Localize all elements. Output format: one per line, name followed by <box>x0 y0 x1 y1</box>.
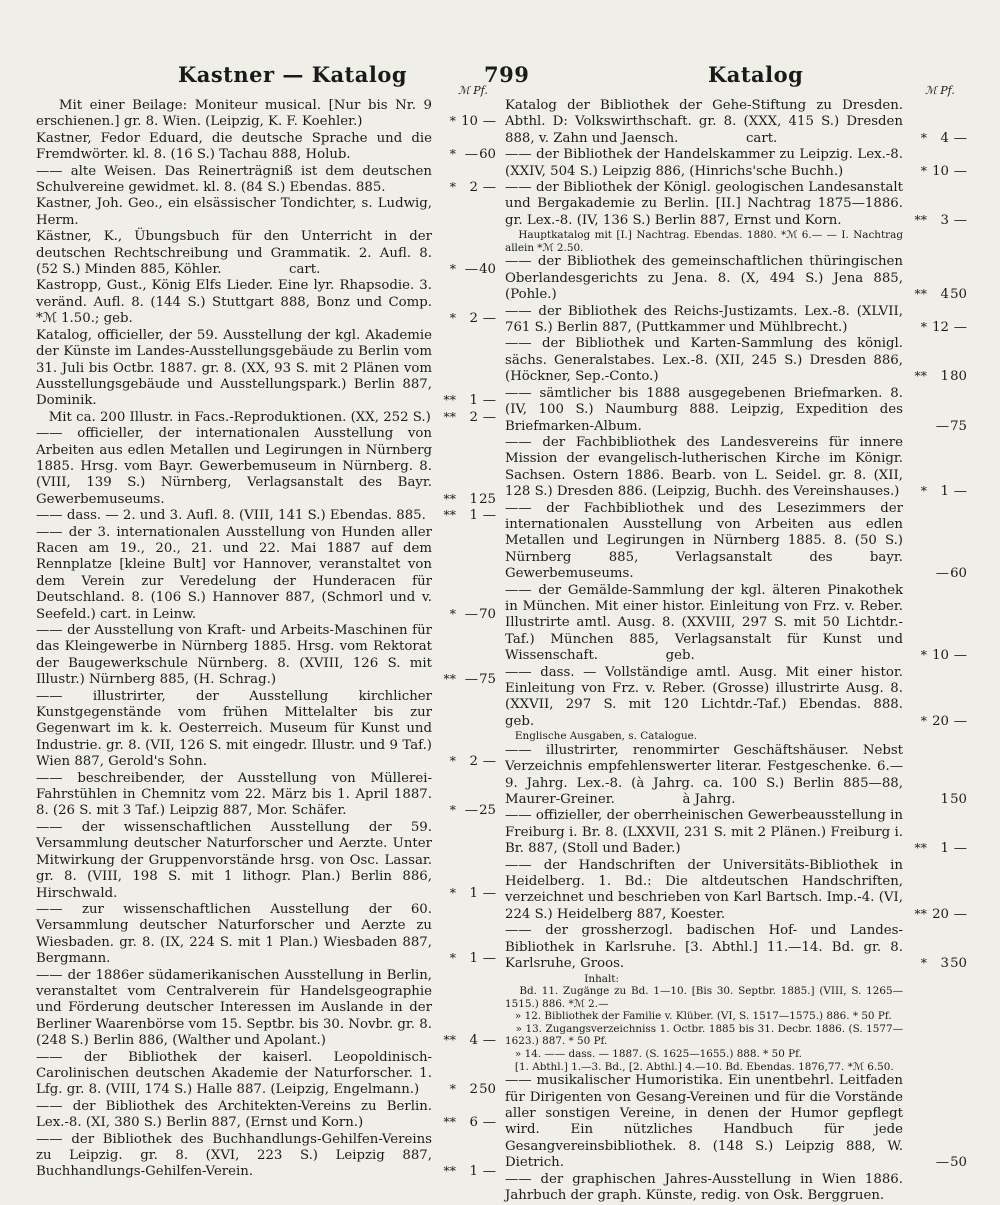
price-pfennig: — <box>953 163 967 179</box>
price-pfennig: — <box>953 906 967 922</box>
entry-price <box>434 1114 496 1131</box>
catalog-entry <box>36 410 496 426</box>
entry-text: —— dass. — 2. und 3. Aufl. 8. (VIII, 141 S.) Ebendas. 885. <box>36 508 426 524</box>
entry-text: Englische Ausgaben, s. Catalogue. <box>505 730 698 743</box>
entry-text: —— zur wissenschaftlichen Ausstellung der 60. Versammlung deutscher Naturforscher und Aerzte zu Wiesbaden. gr. 8. (IX, 224 S. mit 1 Plan.) Wiesbaden 887, Bergmann. <box>36 901 437 967</box>
entry-text: Kastropp, Gust., König Elfs Lieder. Eine lyr. Rhapsodie. 3. veränd. Aufl. 8. (144 S.) Stuttgart 888, Bonz und Comp. *ℳ 1.50.; geb. <box>36 278 517 327</box>
catalog-entry <box>505 808 967 857</box>
price-mark-value: 2 <box>469 180 478 196</box>
entry-price <box>905 566 967 582</box>
price-mark-value: 4 <box>940 287 949 303</box>
price-mark-value: 3 <box>940 956 949 972</box>
price-pfennig: 50 <box>950 956 967 972</box>
entry-price <box>905 130 967 147</box>
price-pfennig: — <box>482 1164 496 1180</box>
catalog-entry <box>36 820 496 902</box>
entry-text: Bd. 11. Zugänge zu Bd. 1—10. [Bis 30. Septbr. 1885.] (VIII, S. 1265—1515.) 886. *ℳ 2.— <box>505 985 903 1010</box>
price-mark: ** <box>914 286 927 302</box>
price-mark: ** <box>914 368 927 384</box>
catalog-entry <box>505 730 967 743</box>
catalog-entry <box>505 1172 967 1205</box>
entry-text: —— sämtlicher bis 1888 ausgegebenen Briefmarken. 8. (IV, 100 S.) Naumburg 888. Leipzig, Expedition des Briefmarken-Album. <box>505 385 908 434</box>
entry-text: Katalog, officieller, der 59. Ausstellung der kgl. Akademie der Künste im Landes-Ausstellungsgebäude zu Berlin vom 31. Juli bis Octbr. 1887. gr. 8. (XX, 93 S. mit 2 Plänen vom Ausstellungsgebäude und Ausstellungspark.) Berlin 887, Dominik. <box>36 327 437 409</box>
catalog-entry <box>36 196 496 229</box>
catalog-entry <box>505 147 967 180</box>
catalog-entry <box>505 923 967 972</box>
entry-text: Kastner, Fedor Eduard, die deutsche Sprache und die Fremdwörter. kl. 8. (16 S.) Tachau 888, Holub. <box>36 130 437 163</box>
price-pfennig: 25 <box>479 803 496 819</box>
entry-text: —— der Bibliothek der Königl. geologischen Landesanstalt und Bergakademie zu Berlin. [II.] Nachtrag 1875—1886. gr. Lex.-8. (IV, 136 S.) Berlin 887, Ernst und Korn. <box>505 180 908 228</box>
entry-price <box>905 286 967 303</box>
page-number: 799 <box>484 62 530 87</box>
entry-price <box>434 179 496 196</box>
catalog-entry <box>505 229 967 254</box>
entry-text: Mit einer Beilage: Moniteur musical. [Nur bis Nr. 9 erschienen.] gr. 8. Wien. (Leipzig, K. F. Koehler.) <box>36 98 437 130</box>
entry-price <box>905 212 967 229</box>
price-mark: ** <box>914 211 927 227</box>
price-mark-value: 3 <box>940 212 949 228</box>
price-mark-value: 20 <box>932 906 949 922</box>
price-mark: * <box>449 261 456 277</box>
price-mark-value: 2 <box>469 1082 478 1098</box>
entry-price <box>434 1163 496 1180</box>
entry-text: —— der 1886er südamerikanischen Ausstellung in Berlin, veranstaltet vom Centralverein für Handelsgeographie und Förderung deutscher Interessen im Auslande in der Berliner Waarenbörse vom 15. Septbr. bis 30. Novbr. gr. 8. (248 S.) Berlin 886, (Walther und Apolant.) <box>36 967 437 1049</box>
entry-price <box>905 419 967 435</box>
price-pfennig: 75 <box>950 418 967 434</box>
entry-text: —— der grossherzogl. badischen Hof- und Landes-Bibliothek in Karlsruhe. [3. Abthl.] 11.—14. Bd. gr. 8. Karlsruhe, Groos. <box>505 923 908 972</box>
price-mark-value: 12 <box>932 320 949 336</box>
price-mark: ** <box>443 490 456 506</box>
price-mark-value: 6 <box>469 1115 478 1131</box>
price-pfennig: 50 <box>950 792 967 808</box>
entry-text: —— der Bibliothek der Handelskammer zu Leipzig. Lex.-8. (XXIV, 504 S.) Leipzig 886, (Hinrichs'sche Buchh.) <box>505 147 908 179</box>
price-mark: ** <box>443 671 456 687</box>
catalog-entry <box>505 664 971 731</box>
price-pfennig: — <box>953 484 967 500</box>
entry-text: —— illustrirter, renommirter Geschäftshäuser. Nebst Verzeichnis empfehlenswerter literar. Festgeschenke. 6.—9. Jahrg. Lex.-8. (à Jahrg. ca. 100 S.) Berlin 885—88, Maurer-Greiner. à Jahrg. <box>505 742 908 808</box>
price-mark: * <box>449 802 456 818</box>
catalog-entry <box>505 180 967 229</box>
entry-text: —— der graphischen Jahres-Ausstellung in Wien 1886. Jahrbuch der graph. Künste, redig. von Osk. Berggruen. <box>505 1171 908 1204</box>
price-mark: ** <box>443 507 456 523</box>
entry-price <box>434 950 496 967</box>
entry-price <box>905 368 967 385</box>
entry-price <box>905 483 967 500</box>
price-mark-value: 4 <box>469 1033 478 1049</box>
price-pfennig: — <box>482 409 496 425</box>
price-mark-value: 2 <box>469 311 478 327</box>
price-pfennig: — <box>953 713 967 729</box>
price-mark: * <box>449 310 456 326</box>
catalog-entry <box>505 1061 967 1074</box>
price-pfennig: — <box>482 1033 496 1049</box>
price-mark-value: 1 <box>469 393 478 409</box>
catalog-entry <box>505 858 967 924</box>
catalog-entry <box>505 985 967 1010</box>
price-mark: * <box>449 950 456 966</box>
entry-text: —— der Bibliothek der kaiserl. Leopoldinisch-Carolinischen deutschen Akademie der Naturforscher. 1. Lfg. gr. 8. (VIII, 174 S.) Halle 887. (Leipzig, Engelmann.) <box>36 1049 437 1098</box>
price-mark-value: 1 <box>469 491 478 507</box>
entry-text: Mit ca. 200 Illustr. in Facs.-Reproduktionen. (XX, 252 S.) <box>36 409 431 425</box>
entry-price <box>434 606 496 623</box>
price-mark: ** <box>443 1163 456 1179</box>
catalog-entry <box>505 304 967 337</box>
catalog-entry <box>36 426 496 508</box>
entry-price <box>905 840 967 857</box>
right-column <box>505 98 971 1205</box>
entry-price <box>905 319 967 336</box>
currency-header-right: ℳ Pf. <box>925 84 955 97</box>
entry-text: —— der wissenschaftlichen Ausstellung der 59. Versammlung deutscher Naturforscher und Aerzte. Unter Mitwirkung der Gruppenvorstände hrsg. von Osc. Lassar. gr. 8. (VIII, 198 S. mit 1 lithogr. Plan.) Berlin 886, Hirschwald. <box>36 819 437 901</box>
price-mark: * <box>449 179 456 195</box>
entry-text: —— der Gemälde-Sammlung der kgl. älteren Pinakothek in München. Mit einer histor. Einleitung von Frz. v. Reber. Illustrirte amtl. Ausg. 8. (XXVIII, 297 S. mit 50 Lichtdr.-Taf.) München 885, Verlagsanstalt für Kunst und Wissenschaft. geb. <box>505 582 908 664</box>
entry-text: » 12. Bibliothek der Familie v. Klüber. (VI, S. 1517—1575.) 886. * 50 Pf. <box>505 1010 892 1023</box>
running-head-left: Kastner — Katalog <box>178 62 408 87</box>
entry-price <box>905 163 967 180</box>
price-mark-value: 10 <box>461 114 478 130</box>
entry-text: Katalog der Bibliothek der Gehe-Stiftung zu Dresden. Abthl. D: Volkswirthschaft. gr. 8. (XXX, 415 S.) Dresden 888, v. Zahn und Jaensch. cart. <box>505 98 908 146</box>
price-pfennig: — <box>953 841 967 857</box>
catalog-entry <box>505 501 967 583</box>
price-pfennig: — <box>482 951 496 967</box>
entry-price <box>434 310 496 327</box>
entry-text: Hauptkatalog mit [I.] Nachtrag. Ebendas. 1880. *ℳ 6.— — I. Nachtrag allein *ℳ 2.50. <box>505 229 907 254</box>
price-mark-value: 4 <box>940 130 949 146</box>
catalog-entry <box>36 1050 496 1099</box>
price-mark-value: — <box>464 606 478 622</box>
entry-text: —— der Bibliothek und Karten-Sammlung des königl. sächs. Generalstabes. Lex.-8. (XII, 245 S.) Dresden 886, (Höckner, Sep.-Conto.) <box>505 336 908 385</box>
price-mark: * <box>920 712 927 728</box>
entry-text: —— der Bibliothek des gemeinschaftlichen thüringischen Oberlandesgerichts zu Jena. 8. (X, 494 S.) Jena 885, (Pohle.) <box>505 254 908 303</box>
price-pfennig: 40 <box>479 262 496 278</box>
price-mark: ** <box>443 1032 456 1048</box>
entry-price <box>905 792 967 808</box>
catalog-entry <box>36 131 496 164</box>
entry-text: —— der Bibliothek des Reichs-Justizamts. Lex.-8. (XLVII, 761 S.) Berlin 887, (Puttkammer und Mühlbrecht.) <box>505 303 908 336</box>
catalog-entry <box>36 1099 496 1132</box>
catalog-entry <box>505 336 967 385</box>
price-pfennig: — <box>482 393 496 409</box>
price-mark: * <box>920 319 927 335</box>
price-mark-value: 1 <box>469 508 478 524</box>
price-mark: * <box>449 884 456 900</box>
catalog-entry <box>36 623 496 689</box>
entry-price <box>434 507 496 524</box>
catalog-entry <box>505 435 967 501</box>
price-mark-value: 1 <box>469 885 478 901</box>
catalog-entry <box>505 98 967 147</box>
entry-price <box>434 261 496 278</box>
price-pfennig: — <box>482 1115 496 1131</box>
entry-text: —— dass. — Vollständige amtl. Ausg. Mit einer histor. Einleitung von Frz. v. Reber. (Grosse) illustrirte Ausg. 8. (XXVII, 297 S. mit 120 Lichtdr.-Taf.) Ebendas. 888. geb. <box>505 664 971 729</box>
entry-text: » 14. —— dass. — 1887. (S. 1625—1655.) 888. * 50 Pf. <box>505 1048 802 1061</box>
price-mark: * <box>449 113 456 129</box>
entry-text: —— beschreibender, der Ausstellung von Müllerei-Fahrstühlen in Chemnitz vom 22. März bis 1. April 1887. 8. (26 S. mit 3 Taf.) Leipzig 887, Mor. Schäfer. <box>36 770 437 819</box>
catalog-entry <box>36 689 496 771</box>
entry-text: —— der Ausstellung von Kraft- und Arbeits-Maschinen für das Kleingewerbe in Nürnberg 1885. Hrsg. vom Rektorat der Baugewerkschule Nürnberg. 8. (XVIII, 126 S. mit Illustr.) Nürnberg 885, (H. Schrag.) <box>36 623 437 688</box>
catalog-entry <box>505 743 967 809</box>
entry-text: —— der Handschriften der Universitäts-Bibliothek in Heidelberg. 1. Bd.: Die altdeutschen Handschriften, verzeichnet und beschrieben von Karl Bartsch. Imp.-4. (VI, 224 S.) Heidelberg 887, Koester. <box>505 857 908 922</box>
catalog-entry <box>36 771 496 820</box>
catalog-entry <box>505 1048 967 1061</box>
price-mark-value: 1 <box>469 1164 478 1180</box>
price-mark: * <box>449 753 456 769</box>
price-pfennig: — <box>482 508 496 524</box>
price-mark-value: — <box>935 418 949 434</box>
entry-text: —— der 3. internationalen Ausstellung von Hunden aller Racen am 19., 20., 21. und 22. Mai 1887 auf dem Rennplatze [kleine Bult] vor Hannover, veranstaltet von dem Verein zur Veredelung der Hunderacen für Deutschland. 8. (106 S.) Hannover 887, (Schmorl und v. Seefeld.) cart. in Leinw. <box>36 524 437 622</box>
price-pfennig: — <box>482 311 496 327</box>
entry-text: » 13. Zugangsverzeichniss 1. Octbr. 1885 bis 31. Decbr. 1886. (S. 1577—1623.) 887. * 50 Pf. <box>505 1022 903 1048</box>
entry-price <box>434 753 496 770</box>
entry-price <box>905 647 967 664</box>
price-mark-value: — <box>464 147 478 163</box>
catalog-entry <box>36 328 496 410</box>
price-pfennig: 60 <box>950 566 967 582</box>
catalog-entry <box>36 968 496 1050</box>
catalog-entry <box>505 1023 967 1048</box>
catalog-entry <box>505 254 967 303</box>
catalog-entry <box>505 973 967 986</box>
price-mark-value: 1 <box>940 792 949 808</box>
price-mark: * <box>920 483 927 499</box>
entry-price <box>434 392 496 409</box>
price-mark: * <box>920 955 927 971</box>
entry-price <box>434 146 496 163</box>
price-mark: ** <box>914 840 927 856</box>
price-mark-value: 10 <box>932 648 949 664</box>
catalog-entry <box>36 229 496 278</box>
entry-text: —— officieller, der internationalen Ausstellung von Arbeiten aus edlen Metallen und Legirungen in Nürnberg 1885. Hrsg. vom Bayr. Gewerbemuseum in Nürnberg. 8. (VIII, 139 S.) Nürnberg, Verlagsanstalt des Bayr. Gewerbemuseums. <box>36 426 437 507</box>
catalog-entry <box>36 1132 496 1181</box>
catalog-entry <box>36 164 496 197</box>
currency-header-left: ℳ Pf. <box>458 84 488 97</box>
price-mark-value: 1 <box>940 841 949 857</box>
price-mark-value: — <box>935 566 949 582</box>
entry-price <box>434 671 496 688</box>
running-head-right: Katalog <box>708 62 804 87</box>
left-column <box>36 98 517 1181</box>
price-mark-value: 1 <box>469 951 478 967</box>
entry-text: Inhalt: <box>505 972 619 985</box>
price-mark-value: — <box>935 1155 949 1171</box>
price-pfennig: 80 <box>950 369 967 385</box>
price-mark: ** <box>443 1114 456 1130</box>
entry-text: Kastner, Joh. Geo., ein elsässischer Tondichter, s. Ludwig, Herm. <box>36 196 437 228</box>
entry-price <box>434 113 496 130</box>
entry-text: [1. Abthl.] 1.—3. Bd., [2. Abthl.] 4.—10. Bd. Ebendas. 1876,77. *ℳ 6.50. <box>505 1060 894 1073</box>
catalog-entry <box>36 525 496 623</box>
price-pfennig: — <box>482 754 496 770</box>
price-pfennig: — <box>482 114 496 130</box>
catalog-entry <box>36 278 517 327</box>
price-mark: * <box>920 647 927 663</box>
price-pfennig: — <box>482 180 496 196</box>
price-mark: * <box>449 146 456 162</box>
price-pfennig: — <box>482 885 496 901</box>
price-mark-value: 2 <box>469 409 478 425</box>
entry-price <box>434 491 496 508</box>
entry-price <box>434 1032 496 1049</box>
price-mark: * <box>449 605 456 621</box>
catalog-entry <box>505 583 967 665</box>
entry-price <box>905 1155 967 1171</box>
price-mark-value: 2 <box>469 754 478 770</box>
price-pfennig: 75 <box>479 672 496 688</box>
entry-price <box>434 802 496 819</box>
price-pfennig: — <box>953 130 967 146</box>
entry-text: —— alte Weisen. Das Reinerträgniß ist dem deutschen Schulvereine gewidmet. kl. 8. (84 S.) Ebendas. 885. <box>36 163 437 196</box>
entry-price <box>905 713 967 730</box>
entry-price <box>434 885 496 902</box>
catalog-entry <box>505 1073 967 1171</box>
price-pfennig: — <box>953 320 967 336</box>
price-mark-value: 10 <box>932 163 949 179</box>
catalog-entry <box>36 98 496 131</box>
catalog-entry <box>505 386 967 435</box>
entry-text: —— musikalischer Humoristika. Ein unentbehrl. Leitfaden für Dirigenten von Gesang-Vereinen und für die Vorstände aller sonstigen Vereine, in denen der Humor gepflegt wird. Ein nützliches Handbuch für jede Gesangvereinsbibliothek. 8. (148 S.) Leipzig 888, W. Dietrich. <box>505 1073 908 1171</box>
entry-text: —— der Fachbibliothek und des Lesezimmers der internationalen Ausstellung von Arbeiten aus edlen Metallen und Legirungen in Nürnberg 1885. 8. (50 S.) Nürnberg 885, Verlagsanstalt des bayr. Gewerbemuseums. <box>505 500 908 582</box>
entry-price <box>905 906 967 923</box>
price-mark: ** <box>914 905 927 921</box>
entry-price <box>905 955 967 972</box>
entry-text: —— illustrirter, der Ausstellung kirchlicher Kunstgegenstände vom frühen Mittelalter bis zur Gegenwart im k. k. Oesterreich. Museum für Kunst und Industrie. gr. 8. (VII, 126 S. mit eingedr. Illustr. und 9 Taf.) Wien 887, Gerold's Sohn. <box>36 688 437 770</box>
entry-text: —— der Fachbibliothek des Landesvereins für innere Mission der evangelisch-lutherischen Kirche im Königr. Sachsen. Ostern 1886. Bearb. von L. Seidel. gr. 8. (XII, 128 S.) Dresden 886. (Leipzig, Buchh. des Vereinshauses.) <box>505 434 908 500</box>
catalog-entry <box>505 1010 967 1023</box>
price-mark: * <box>920 129 927 145</box>
price-pfennig: 25 <box>479 491 496 507</box>
price-pfennig: 50 <box>479 1082 496 1098</box>
price-mark-value: 20 <box>932 713 949 729</box>
price-pfennig: 50 <box>950 1155 967 1171</box>
price-pfennig: 60 <box>479 147 496 163</box>
entry-text: —— der Bibliothek des Architekten-Vereins zu Berlin. Lex.-8. (XI, 380 S.) Berlin 887, (Ernst und Korn.) <box>36 1098 437 1131</box>
price-mark-value: — <box>464 803 478 819</box>
price-mark-value: — <box>464 672 478 688</box>
price-mark-value: — <box>464 262 478 278</box>
entry-text: —— offizieller, der oberrheinischen Gewerbeausstellung in Freiburg i. Br. 8. (LXXVII, 231 S. mit 2 Plänen.) Freiburg i. Br. 887, (Stoll und Bader.) <box>505 808 908 857</box>
price-pfennig: 50 <box>950 287 967 303</box>
price-pfennig: — <box>953 212 967 228</box>
catalog-entry <box>36 902 496 968</box>
price-mark: ** <box>443 408 456 424</box>
price-mark-value: 1 <box>940 369 949 385</box>
price-mark: ** <box>443 392 456 408</box>
price-pfennig: 70 <box>479 606 496 622</box>
entry-price <box>434 1081 496 1098</box>
price-mark: * <box>920 162 927 178</box>
entry-price <box>434 409 496 426</box>
price-mark-value: 1 <box>940 484 949 500</box>
catalog-entry <box>36 508 496 524</box>
entry-text: Kästner, K., Übungsbuch für den Unterricht in der deutschen Rechtschreibung und Grammatik. 2. Aufl. 8. (52 S.) Minden 885, Köhler. cart. <box>36 229 437 278</box>
price-pfennig: — <box>953 648 967 664</box>
price-mark: * <box>449 1081 456 1097</box>
entry-text: —— der Bibliothek des Buchhandlungs-Gehilfen-Vereins zu Leipzig. gr. 8. (XVI, 223 S.) Leipzig 887, Buchhandlungs-Gehilfen-Verein. <box>36 1131 437 1180</box>
